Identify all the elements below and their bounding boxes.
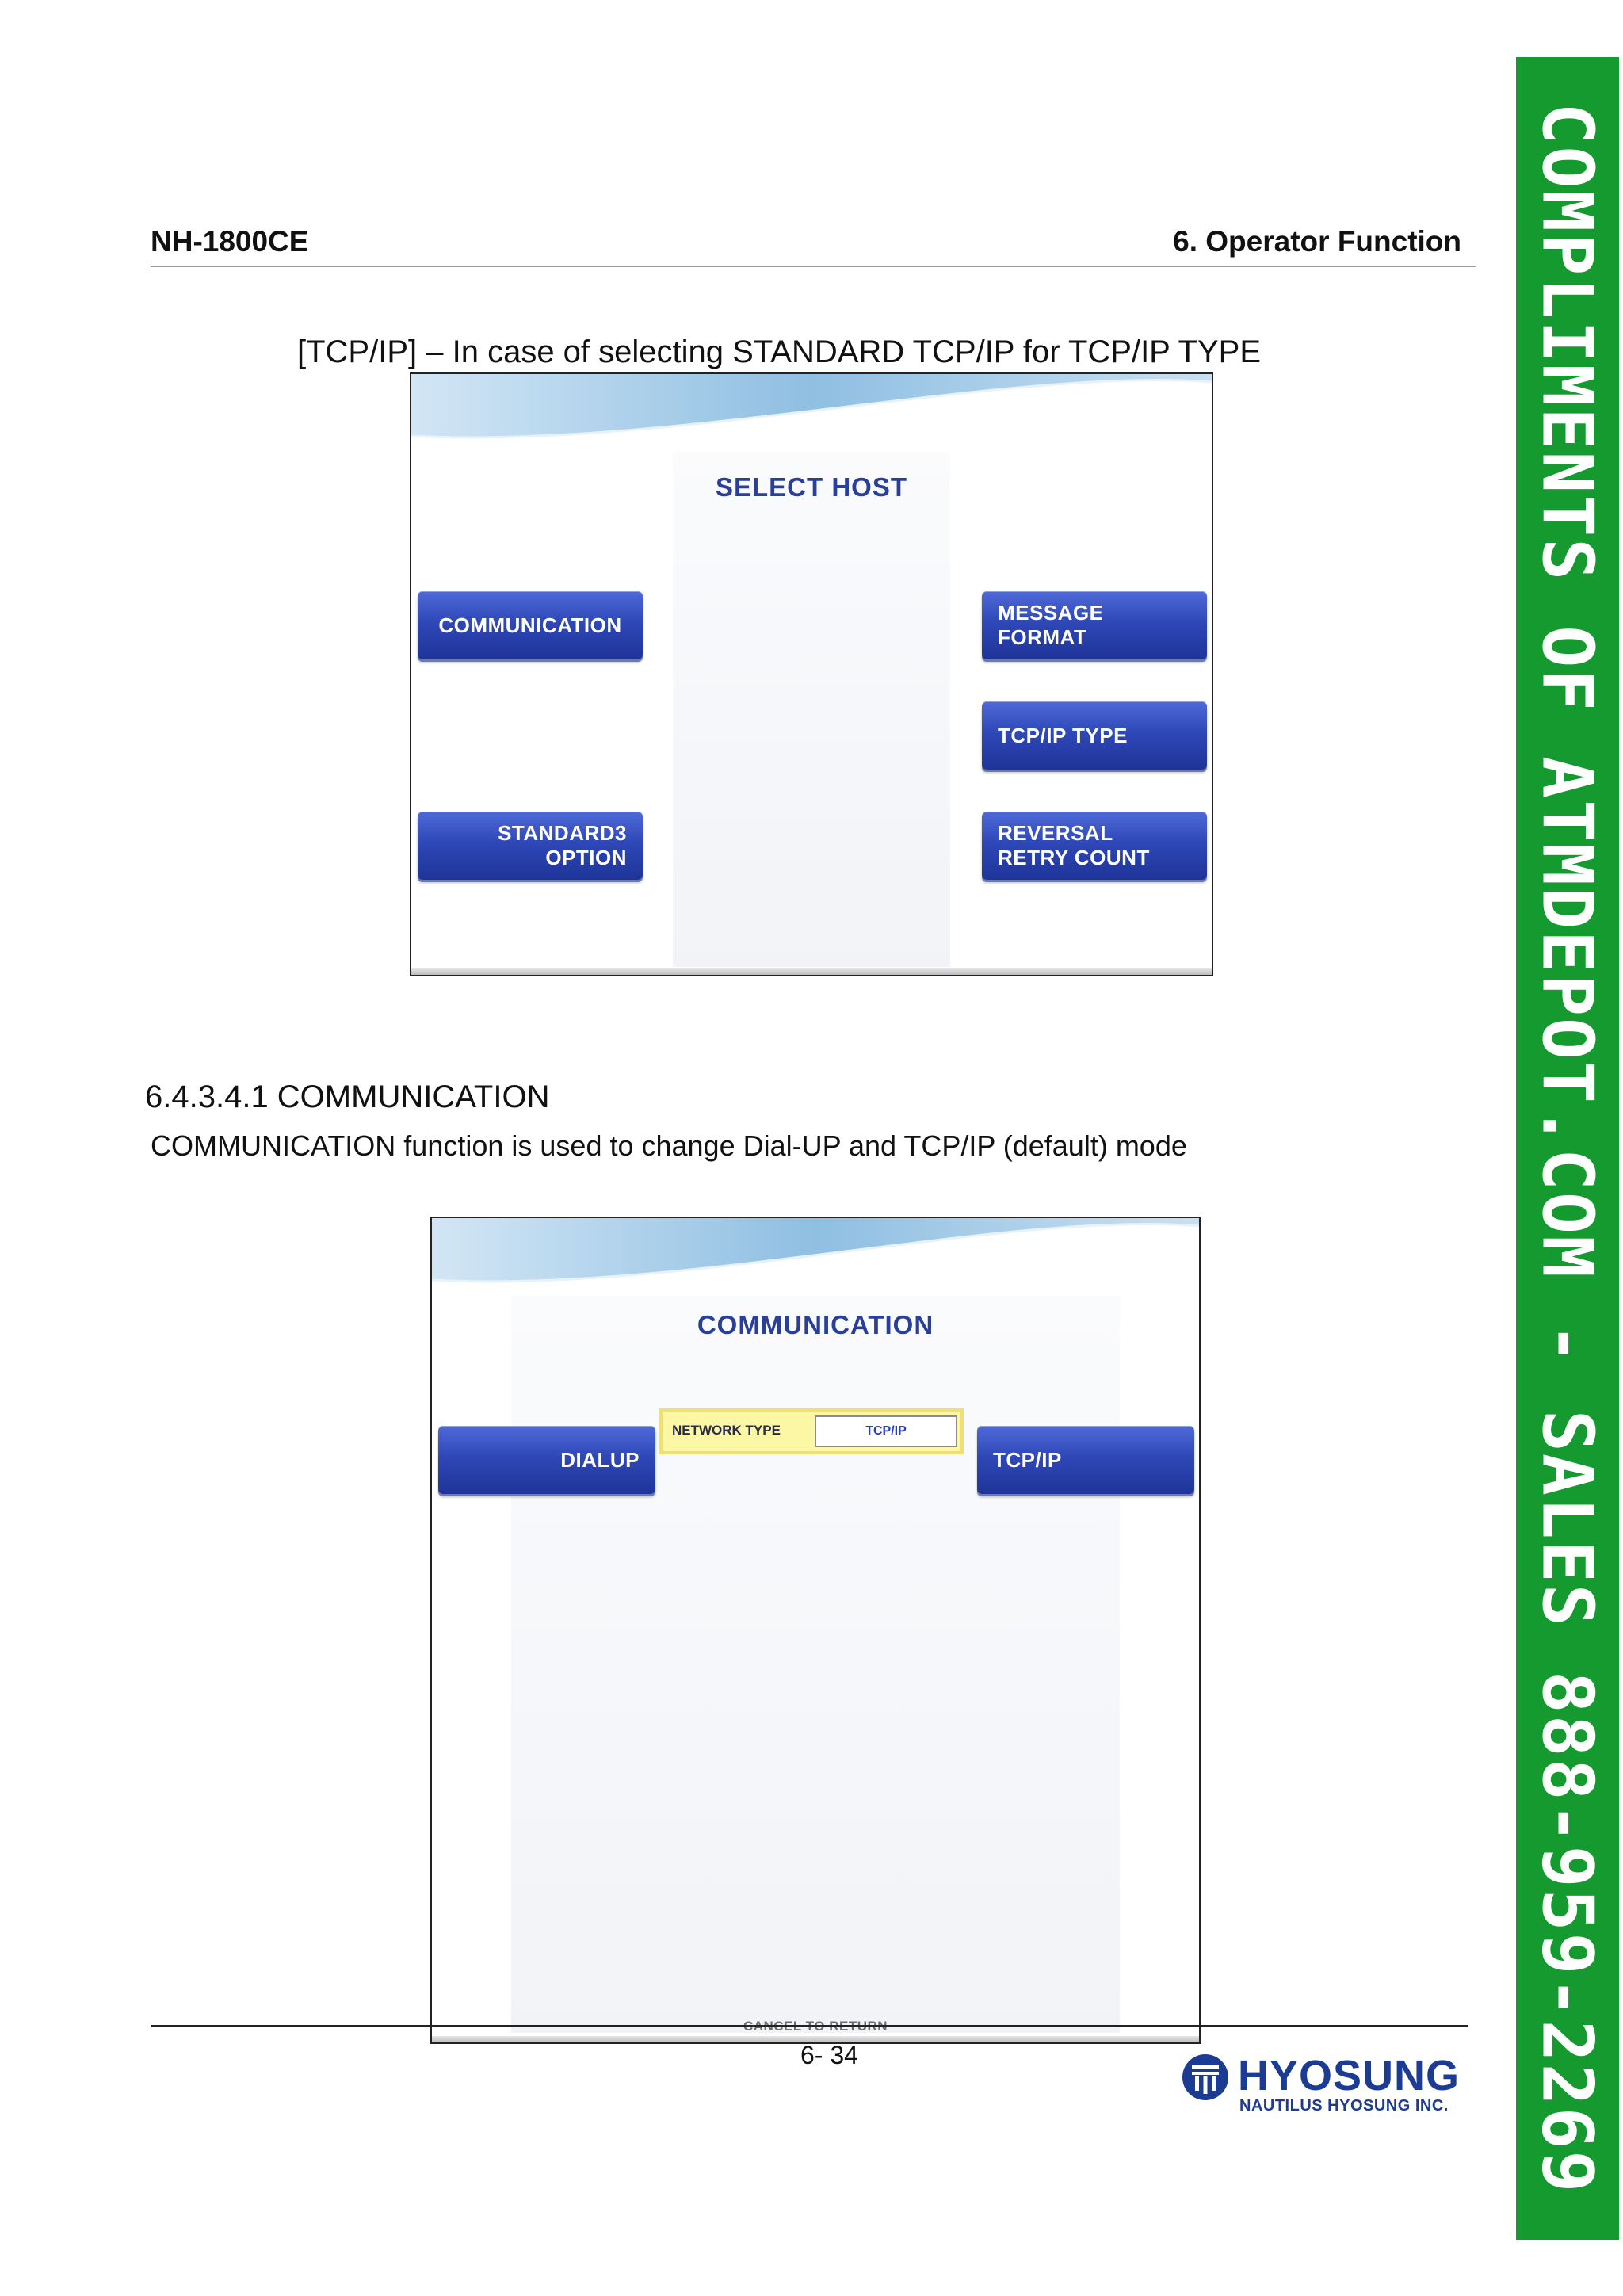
network-type-field [659,1408,964,1454]
tcpip-type-button[interactable] [982,701,1207,770]
wave-banner [432,1218,1199,1297]
standard3-option-line2: OPTION [545,846,627,869]
hyosung-logo [1181,2052,1461,2116]
select-host-screen [410,372,1213,976]
screen-title: SELECT HOST [715,472,908,502]
reversal-retry-line2: RETRY COUNT [998,846,1150,869]
message-format-button-label: MESSAGE FORMAT [998,601,1104,649]
tcpip-button-label: TCP/IP [993,1447,1062,1472]
footer-rule [151,2025,1468,2027]
reversal-retry-line1: REVERSAL [998,821,1113,845]
center-panel [511,1296,1120,2033]
communication-button[interactable] [418,591,643,659]
center-panel [673,452,950,967]
logo-subtitle: NAUTILUS HYOSUNG INC. [1239,2097,1449,2115]
tcpip-button[interactable] [977,1426,1194,1494]
network-type-label: NETWORK TYPE [672,1423,781,1438]
dialup-button[interactable] [438,1426,655,1494]
page-number: 6- 34 [800,2041,858,2069]
communication-screen [430,1217,1201,2044]
message-format-button[interactable] [982,591,1207,659]
promo-sidebar-text: COMPLIMENTS OF ATMDEPOT.COM - SALES 888-959-2269 [1526,102,1609,2195]
wave-banner [411,374,1212,453]
screen-title: COMMUNICATION [697,1310,934,1339]
communication-button-label: COMMUNICATION [438,613,622,637]
standard3-option-line1: STANDARD3 [498,821,627,845]
network-type-value: TCP/IP [815,1415,957,1447]
hyosung-emblem-icon [1181,2053,1230,2102]
dialup-button-label: DIALUP [560,1447,640,1472]
cancel-to-return[interactable] [432,2019,1199,2034]
reversal-retry-count-button[interactable] [982,812,1207,880]
section-description: COMMUNICATION function is used to change Dial-UP and TCP/IP (default) mode [151,1129,1187,1162]
tcpip-caption: [TCP/IP] – In case of selecting STANDARD TCP/IP for TCP/IP TYPE [297,334,1261,369]
standard3-option-button[interactable] [418,812,643,880]
promo-sidebar [1516,57,1619,2240]
chapter-title: 6. Operator Function [1173,225,1461,258]
section-heading: 6.4.3.4.1 COMMUNICATION [145,1079,550,1114]
document-model: NH-1800CE [151,225,309,258]
tcpip-type-button-label: TCP/IP TYPE [998,723,1128,747]
header-rule [151,266,1476,267]
screen-bottom-bar [411,968,1212,975]
logo-name: HYOSUNG [1238,2052,1461,2099]
